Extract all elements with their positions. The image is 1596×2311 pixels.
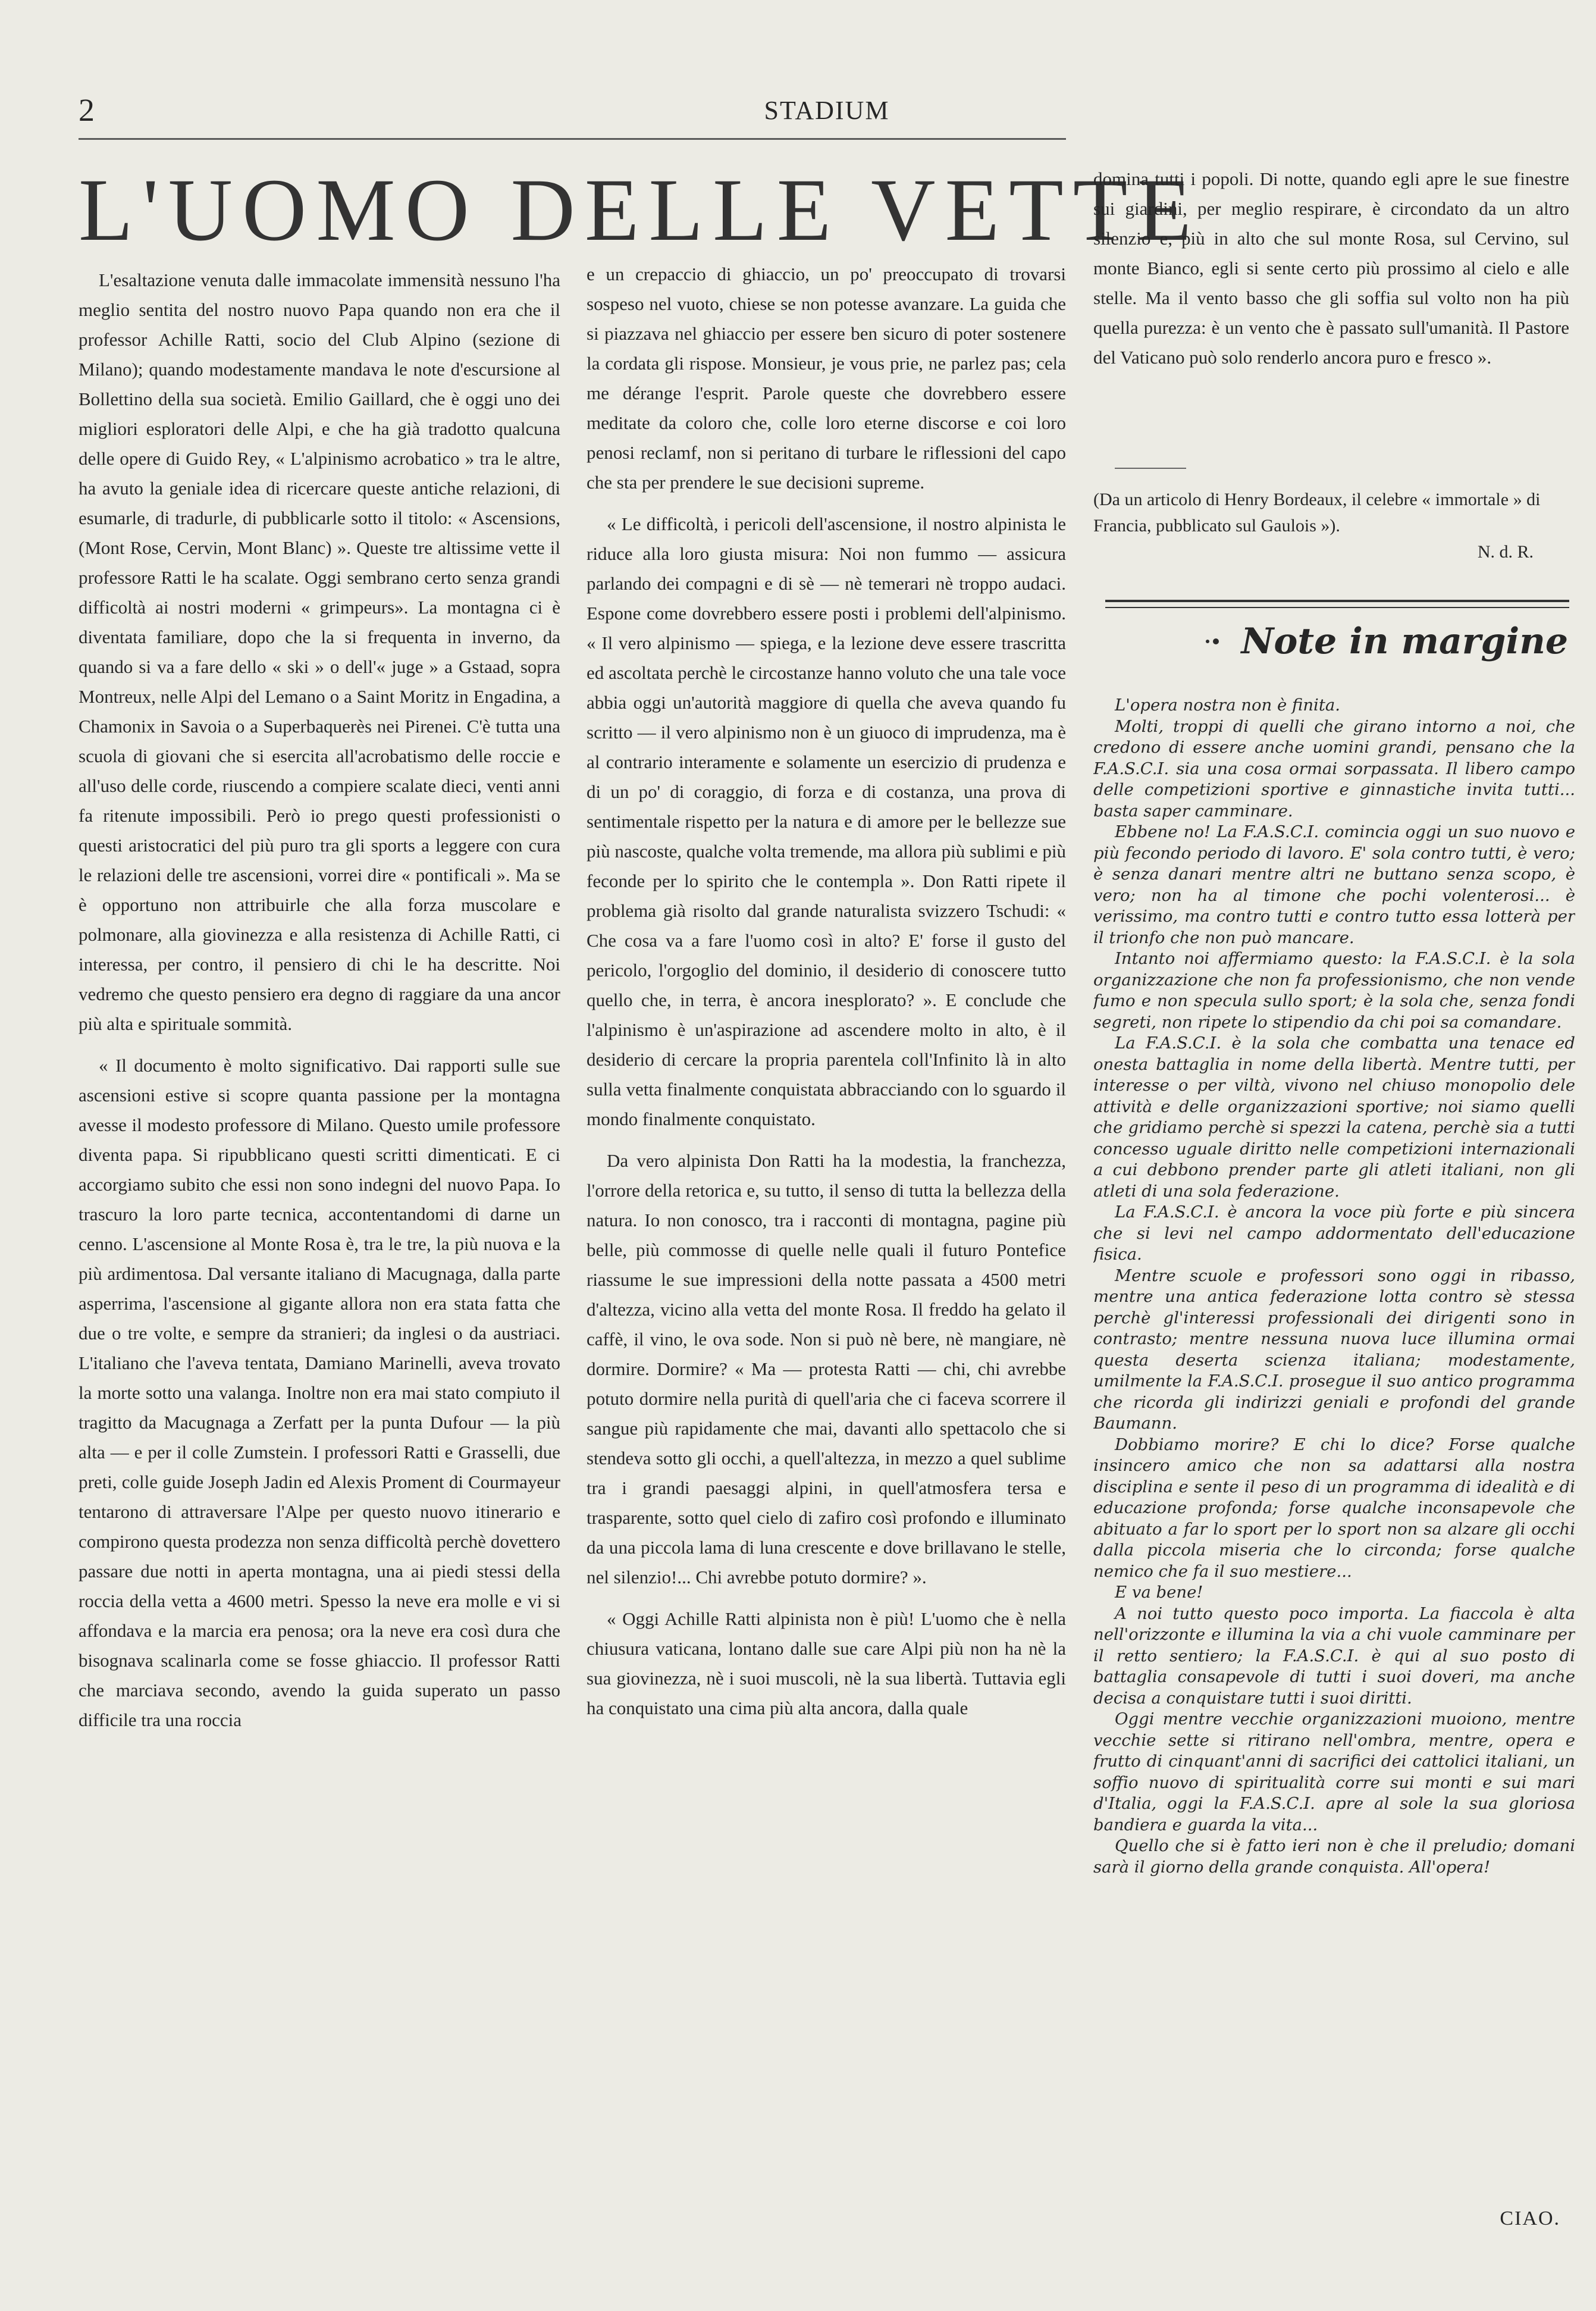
notes-title bbox=[1217, 621, 1574, 662]
credit-divider bbox=[1115, 468, 1186, 469]
article-paragraph: e un crepaccio di ghiaccio, un po' preoccupato di trovarsi sospeso nel vuoto, chiese se non potesse avanzare. La guida che si piazzava nel ghiaccio per essere ben sicuro di poter sostenere la cordata gli rispose. Monsieur, je vous prie, ne parlez pas; cela me dérange l'esprit. Parole queste che dovrebbero essere meditate da coloro che, colle loro eterne discorse e coi loro penosi reclamf, non si peritano di turbare le riflessioni del capo che sta per prendere le sue decisioni supreme. bbox=[587, 264, 1066, 493]
note-paragraph: L'opera nostra non è finita. bbox=[1115, 696, 1341, 715]
section-divider bbox=[1105, 600, 1569, 608]
note-paragraph: Molti, troppi di quelli che girano intorno a noi, che credono di essere anche uomini grandi, pensano che la F.A.S.C.I. sia una cosa ormai sorpassata. Il libero campo delle competizioni sportive e ginnastiche invita tutti... basta saper camminare. bbox=[1093, 716, 1575, 821]
note-paragraph: Ebbene no! La F.A.S.C.I. comincia oggi un suo nuovo e più fecondo periodo di lavoro. E' sola contro tutti, è vero; è senza danari mentre altri ne buttano senza scopo, è vero; non ha al timone che pochi volenterosi... è verissimo, ma contro tutti e contro tutto essa lotterà per il trionfo che non può mancare. bbox=[1093, 822, 1575, 947]
article-column-2 bbox=[587, 259, 1066, 2271]
magazine-title: STADIUM bbox=[764, 96, 890, 125]
header-rule bbox=[79, 138, 1066, 140]
notes-signature: CIAO. bbox=[1500, 2207, 1560, 2229]
notes-column bbox=[1093, 695, 1575, 2254]
credit-text: (Da un articolo di Henry Bordeaux, il celebre « immortale » di Francia, pubblicato sul Gaulois »). bbox=[1093, 490, 1541, 536]
article-paragraph: Da vero alpinista Don Ratti ha la modestia, la franchezza, l'orrore della retorica e, su tutto, il senso di tutta la bellezza della natura. Io non conosco, tra i racconti di montagna, pagine più belle, più commosse di quelle nelle quali il futuro Pontefice riassume le sue impressioni della notte passata a 4500 metri d'altezza, vicino alla vetta del monte Rosa. Il freddo ha gelato il caffè, il vino, le ova sode. Non si può nè bere, nè mangiare, nè dormire. Dormire? « Ma — protesta Ratti — chi, chi avrebbe potuto dormire nella purità di quell'aria che ci faceva scorrere il sangue più rapidamente che mai, davanti allo spettacolo che si stendeva sotto gli occhi, a quell'altezza, in mezzo a quel sublime tra i grandi paesaggi alpini, in quell'atmosfera tersa e trasparente, sotto quel cielo di zafiro così profondo e illuminato da una piccola lama di luna crescente e dove brillavano le stelle, nel silenzio!... Chi avrebbe potuto dormire? ». bbox=[587, 1150, 1066, 1587]
article-paragraph: domina tutti i popoli. Di notte, quando egli apre le sue finestre sui giardini, per meglio respirare, è circondato da un altro silenzio e, più in alto che sul monte Rosa, sul Cervino, sul monte Bianco, egli si sente certo più prossimo al cielo e alle stelle. Ma il vento basso che gli soffia sul volto non ha più quella purezza: è un vento che è passato sull'umanità. Il Pastore del Vaticano può solo renderlo ancora puro e fresco ». bbox=[1093, 168, 1569, 368]
note-paragraph: A noi tutto questo poco importa. La fiaccola è alta nell'orizzonte e illumina la via a chi vuole camminare per il retto sentiero; la F.A.S.C.I. è qui al suo posto di battaglia consapevole di tutti i suoi doveri, ma anche decisa a conquistare tutti i suoi diritti. bbox=[1093, 1604, 1575, 1708]
note-paragraph: La F.A.S.C.I. è ancora la voce più forte e più sincera che si levi nel campo addormentato dell'educazione fisica. bbox=[1093, 1203, 1575, 1264]
note-paragraph: Mentre scuole e professori sono oggi in ribasso, mentre una antica federazione lotta contro sè stessa perchè gl'interessi professionali dei dirigenti sono in contrasto; mentre nessuna nuova luce illumina ormai questa deserta scienza italiana; modestamente, umilmente la F.A.S.C.I. prosegue il suo antico programma che ricorda gli indirizzi geniali e profondi del grande Baumann. bbox=[1093, 1266, 1575, 1433]
note-paragraph: Intanto noi affermiamo questo: la F.A.S.C.I. è la sola organizzazione che non fa professionismo, che non vende fumo e non specula sullo sport; è la sola che, senza fondi segreti, non ripete lo stipendio da chi poi sa comandare. bbox=[1093, 949, 1575, 1032]
flourish-icon bbox=[1199, 630, 1223, 653]
article-paragraph: L'esaltazione venuta dalle immacolate immensità nessuno l'ha meglio sentita del nostro nuovo Papa quando non era che il professor Achille Ratti, socio del Club Alpino (sezione di Milano); quando modestamente mandava le note d'escursione al Bollettino della sua società. Emilio Gaillard, che è oggi uno dei migliori esploratori delle Alpi, e che ha già tradotto qualcuna delle opere di Guido Rey, « L'alpinismo acrobatico » tra le altre, ha avuto la geniale idea di ricercare queste antiche relazioni, di esumarle, di tradurle, di pubblicarle sotto il titolo: « Ascensions, (Mont Rose, Cervin, Mont Blanc) ». Queste tre altissime vette il professore Ratti le ha scalate. Oggi sembrano certo senza grandi difficoltà ai nostri moderni « grimpeurs». La montagna ci è diventata familiare, dopo che la si frequenta in inverno, da quando si va a fare dello « ski » o dell'« juge » a Gstaad, sopra Montreux, nelle Alpi del Lemano o a Saint Moritz in Engadina, a Chamonix in Savoia o a Superbaquerès nei Pirenei. C'è tutta una scuola di giovani che si esercita all'acrobatismo delle roccie e all'uso delle corde, riuscendo a compiere scalate dieci, venti anni fa ritenute impossibili. Però io prego questi professionisti o questi aristocratici del più puro tra gli sports a leggere con cura le relazioni delle tre ascensioni, vorrei dire « pontificali ». Ma se è opportuno non attribuirle che alla forza muscolare e polmonare, alla giovinezza e alla resistenza di Achille Ratti, ci interessa, per contro, il pensiero di chi le ha descritte. Noi vedremo che questo pensiero era degno di raggiare da una ancor più alta e spirituale sommità. bbox=[79, 270, 560, 1034]
notes-title-text: Note in margine bbox=[1241, 621, 1568, 662]
page-number: 2 bbox=[79, 92, 95, 128]
article-column-3 bbox=[1093, 164, 1569, 384]
article-credit bbox=[1093, 487, 1569, 565]
article-headline: L'UOMO DELLE VETTE bbox=[79, 161, 1201, 259]
note-paragraph: La F.A.S.C.I. è la sola che combatta una tenace ed onesta battaglia in nome della libertà. Mentre tutti, per interesse o per viltà, vivono nel chiuso monopolio dele attività e delle organizzazioni sportive; noi siamo quelli che gridiamo perchè si spezzi la catena, perchè sia a tutti concesso uguale diritto nelle competizioni internazionali a cui debbono prender parte gli atleti italiani, non gli atleti di una sola federazione. bbox=[1093, 1034, 1575, 1201]
article-paragraph: « Il documento è molto significativo. Dai rapporti sulle sue ascensioni estive si scopre quanta passione per la montagna avesse il modesto professore di Milano. Questo umile professore diventa papa. Si ripubblicano questi scritti dimenticati. E ci accorgiamo subito che essi non sono indegni del nuovo Papa. Io trascuro la loro parte tecnica, accontentandomi di darne un cenno. L'ascensione al Monte Rosa è, tra le tre, la più nuova e la più ardimentosa. Dal versante italiano di Macugnaga, dalla parte asperrima, l'ascensione al gigante allora non era stata fatta che due o tre volte, e sempre da stranieri; da inglesi o da austriaci. L'italiano che l'aveva tentata, Damiano Marinelli, aveva trovato la morte sotto una valanga. Inoltre non era mai stato compiuto il tragitto da Macugnaga a Zerfatt per la punta Dufour — la più alta — e per il colle Zumstein. I professori Ratti e Grasselli, due preti, colle guide Joseph Jadin ed Alexis Proment di Courmayeur tentarono di attraversare l'Alpe per questo nuovo itinerario e compirono questa prodezza non senza difficoltà perchè dovettero passare due notti in aperta montagna, una ai piedi stessi della roccia della vetta a 4600 metri. Spesso la neve era molle e vi si affondava e la marcia era penosa; ora la neve era così dura che bisognava scalinarla come se fosse ghiaccio. Il professor Ratti che marciava secondo, avendo la guida superato un passo difficile tra una roccia bbox=[79, 1055, 560, 1730]
editor-signature: N. d. R. bbox=[1477, 542, 1534, 562]
note-paragraph: Oggi mentre vecchie organizzazioni muoiono, mentre vecchie sette si ritirano nell'ombra, mentre, opera e frutto di cinquant'anni di sacrifici dei cattolici italiani, un soffio nuovo di spiritualità corre sui monti e sui mari d'Italia, oggi la F.A.S.C.I. apre al sole la sua gloriosa bandiera e guarda la vita... bbox=[1093, 1709, 1575, 1834]
note-paragraph: E va bene! bbox=[1115, 1583, 1203, 1602]
article-paragraph: « Le difficoltà, i pericoli dell'ascensione, il nostro alpinista le riduce alla loro giusta misura: Noi non fummo — assicura parlando dei compagni e di sè — nè temerari nè troppo audaci. Espone come dovrebbero essere posti i problemi dell'alpinismo. « Il vero alpinismo — spiega, e la lezione deve essere trascritta ed ascoltata perchè le circostanze hanno voluto che una tale voce abbia oggi un'autorità maggiore di quella che aveva quando fu scritto — il vero alpinismo non è un giuoco di imprudenza, ma è al contrario interamente e solamente un esercizio di prudenza e di un po' di coraggio, di forza e di costanza, una prova di sentimentale rispetto per la natura e di amore per le bellezze sue più nascoste, qualche volta tremende, ma allora più sublimi e più feconde per lo spirito che le contempla ». Don Ratti ripete il problema già risolto dal grande naturalista svizzero Tschudi: « Che cosa va a fare l'uomo così in alto? E' forse il gusto del pericolo, l'orgoglio del dominio, il desiderio di conoscere tutto quello che, in terra, è ancora inesplorato? ». E conclude che l'alpinismo è un'aspirazione ad ascendere molto in alto, è il desiderio di cercare la propria parentela coll'Infinito là in alto sulla vetta finalmente conquistata abbracciando con lo sguardo il mondo finalmente conquistato. bbox=[587, 513, 1066, 1129]
article-paragraph: « Oggi Achille Ratti alpinista non è più! L'uomo che è nella chiusura vaticana, lontano dalle sue care Alpi più non ha nè la sua giovinezza, nè i suoi muscoli, nè la sua libertà. Tuttavia egli ha conquistato una cima più alta ancora, dalla quale bbox=[587, 1608, 1066, 1718]
note-paragraph: Dobbiamo morire? E chi lo dice? Forse qualche insincero amico che non sa adattarsi alla nostra disciplina e sente il peso di un programma di idealità e di educazione profonda; forse qualche inconsapevole che abituato a far lo sport per lo sport non sa alzare gli occhi dalla piccola miseria che lo circonda; forse qualche nemico che fa il suo mestiere... bbox=[1093, 1435, 1575, 1581]
article-column-1 bbox=[79, 265, 560, 2265]
note-paragraph: Quello che si è fatto ieri non è che il preludio; domani sarà il giorno della grande conquista. All'opera! bbox=[1093, 1836, 1575, 1877]
